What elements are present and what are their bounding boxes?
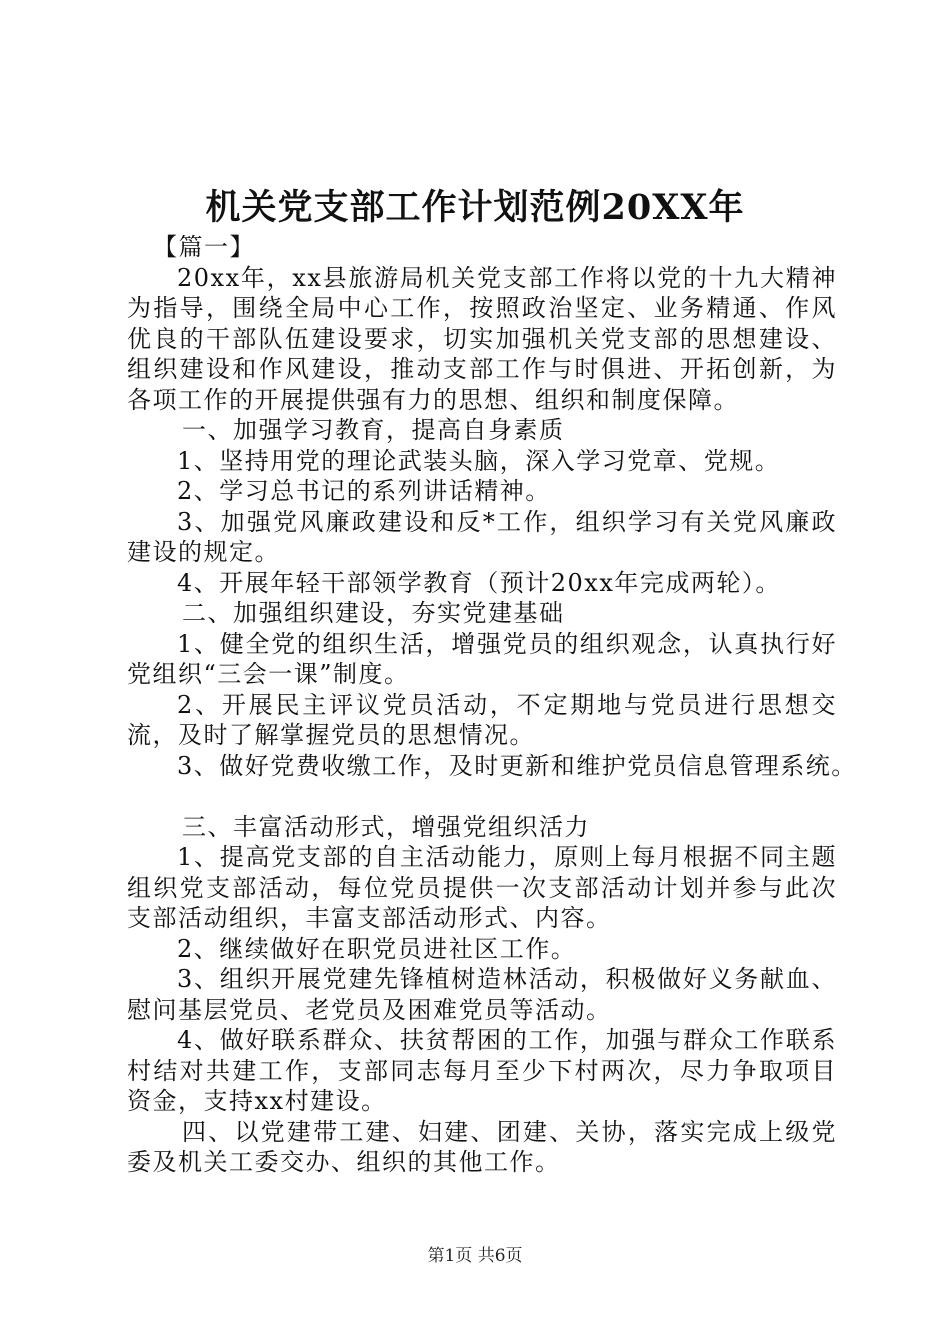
list-item: 3、加强党风廉政建设和反*工作，组织学习有关党风廉政建设的规定。 bbox=[127, 507, 837, 566]
page-footer: 第1页 共6页 bbox=[427, 1246, 523, 1266]
list-item: 1、坚持用党的理论武装头脑，深入学习党章、党规。 bbox=[177, 446, 781, 475]
list-item: 4、开展年轻干部领学教育（预计20xx年完成两轮）。 bbox=[177, 568, 781, 597]
intro-paragraph: 20xx年，xx县旅游局机关党支部工作将以党的十九大精神为指导，围绕全局中心工作，按照政治坚定、业务精通、作风优良的干部队伍建设要求，切实加强机关党支部的思想建设、组织建设和作风建设，推动支部工作与时俱进、开拓创新，为各项工作的开展提供强有力的思想、组织和制度保障。 bbox=[127, 263, 837, 414]
blank-line bbox=[127, 781, 837, 812]
list-item: 2、继续做好在职党员进社区工作。 bbox=[177, 934, 577, 963]
document-body bbox=[127, 232, 857, 1178]
list-item: 1、健全党的组织生活，增强党员的组织观念，认真执行好党组织“三会一课”制度。 bbox=[127, 629, 837, 688]
list-item: 3、组织开展党建先锋植树造林活动，积极做好义务献血、慰问基层党员、老党员及困难党员等活动。 bbox=[127, 965, 837, 1024]
section-heading-4: 四、以党建带工建、妇建、团建、关协，落实完成上级党委及机关工委交办、组织的其他工作。 bbox=[127, 1117, 837, 1176]
list-item: 2、学习总书记的系列讲话精神。 bbox=[177, 477, 551, 505]
list-item: 4、做好联系群众、扶贫帮困的工作，加强与群众工作联系村结对共建工作，支部同志每月至少下村两次，尽力争取项目资金，支持xx村建设。 bbox=[127, 1026, 837, 1115]
list-item: 3、做好党费收缴工作，及时更新和维护党员信息管理系统。 bbox=[177, 751, 857, 780]
section-heading-3: 三、丰富活动形式，增强党组织活力 bbox=[182, 812, 590, 841]
document-title: 机关党支部工作计划范例20XX年 bbox=[205, 187, 745, 228]
section-tag: 【篇一】 bbox=[153, 233, 255, 261]
section-heading-1: 一、加强学习教育，提高自身素质 bbox=[182, 416, 565, 444]
list-item: 1、提高党支部的自主活动能力，原则上每月根据不同主题组织党支部活动，每位党员提供一次支部活动计划并参与此次支部活动组织，丰富支部活动形式、内容。 bbox=[127, 843, 837, 932]
list-item: 2、开展民主评议党员活动，不定期地与党员进行思想交流，及时了解掌握党员的思想情况。 bbox=[127, 690, 837, 749]
section-heading-2: 二、加强组织建设，夯实党建基础 bbox=[182, 599, 565, 627]
